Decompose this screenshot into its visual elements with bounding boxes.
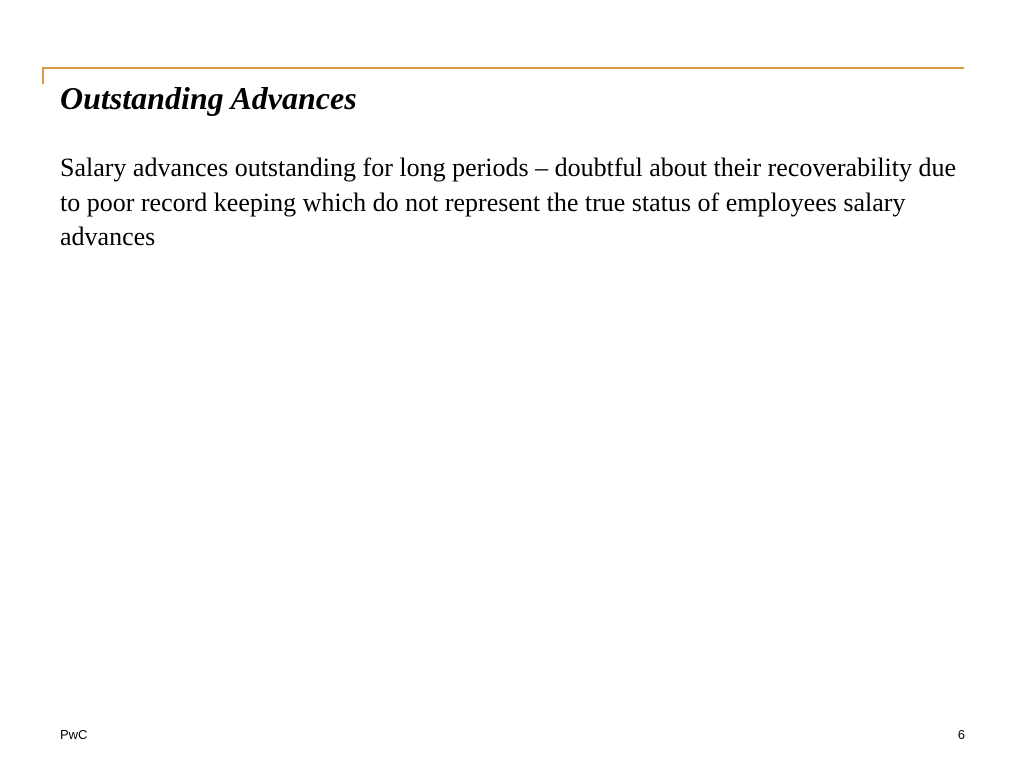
title-accent-corner	[42, 67, 44, 84]
footer-brand: PwC	[60, 727, 88, 742]
title-accent-line	[42, 67, 964, 69]
slide-title: Outstanding Advances	[60, 80, 357, 116]
slide-body-text: Salary advances outstanding for long periods – doubtful about their recoverability due to poor record keeping which do not represent the true status of employees salary advances	[60, 153, 957, 251]
page-number: 6	[957, 727, 965, 742]
